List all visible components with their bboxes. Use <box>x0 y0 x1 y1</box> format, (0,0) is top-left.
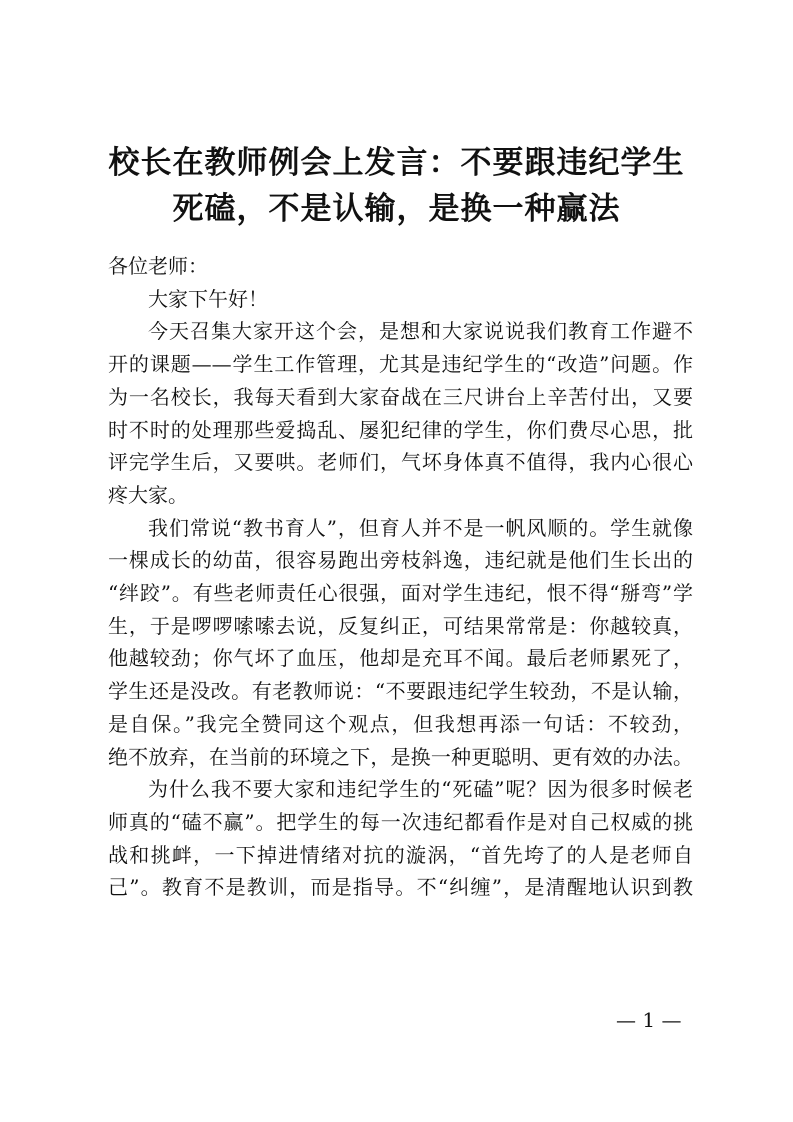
paragraph-line: 为什么我不要大家和违纪学生的“死磕”呢？因为很多时候老 <box>148 777 693 802</box>
paragraph-line: 学生还是没改。有老教师说：“不要跟违纪学生较劲，不是认输， <box>108 679 693 704</box>
paragraph-3 <box>108 773 693 904</box>
paragraph-line: 是自保。”我完全赞同这个观点，但我想再添一句话：不较劲， <box>108 711 693 736</box>
paragraph-2 <box>108 512 693 774</box>
page-number: — 1 — <box>616 1008 682 1032</box>
paragraph-line: 战和挑衅，一下掉进情绪对抗的漩涡，“首先垮了的人是老师自 <box>108 842 693 867</box>
paragraph-line: 评完学生后，又要哄。老师们，气坏身体真不值得，我内心很心 <box>108 450 693 475</box>
title-line-2: 死磕，不是认输，是换一种赢法 <box>172 191 621 227</box>
paragraph-line: 时不时的处理那些爱捣乱、屡犯纪律的学生，你们费尽心思，批 <box>108 417 693 442</box>
paragraph-line: “绊跤”。有些老师责任心很强，面对学生违纪，恨不得“掰弯”学 <box>108 581 693 606</box>
paragraph-line: 师真的“磕不赢”。把学生的每一次违纪都看作是对自己权威的挑 <box>108 809 693 834</box>
document-title <box>100 140 693 232</box>
salutation: 各位老师： <box>108 254 208 278</box>
paragraph-line: 开的课题——学生工作管理，尤其是违纪学生的“改造”问题。作 <box>108 352 693 377</box>
paragraph-line: 为一名校长，我每天看到大家奋战在三尺讲台上辛苦付出，又要 <box>108 384 693 409</box>
greeting: 大家下午好！ <box>148 286 268 311</box>
paragraph-line: 疼大家。 <box>108 482 188 507</box>
document-body <box>108 250 693 904</box>
paragraph-line: 己”。教育不是教训，而是指导。不“纠缠”，是清醒地认识到教 <box>108 875 693 900</box>
paragraph-line: 我们常说“教书育人”，但育人并不是一帆风顺的。学生就像 <box>148 515 693 540</box>
paragraph-1 <box>108 315 693 511</box>
paragraph-line: 生，于是啰啰嗦嗦去说，反复纠正，可结果常常是：你越较真， <box>108 613 693 638</box>
paragraph-line: 他越较劲；你气坏了血压，他却是充耳不闻。最后老师累死了， <box>108 646 693 671</box>
paragraph-line: 绝不放弃，在当前的环境之下，是换一种更聪明、更有效的办法。 <box>108 744 693 769</box>
paragraph-line: 一棵成长的幼苗，很容易跑出旁枝斜逸，违纪就是他们生长出的 <box>108 548 693 573</box>
title-line-1: 校长在教师例会上发言：不要跟违纪学生 <box>108 145 685 181</box>
paragraph-line: 今天召集大家开这个会，是想和大家说说我们教育工作避不 <box>148 319 693 344</box>
